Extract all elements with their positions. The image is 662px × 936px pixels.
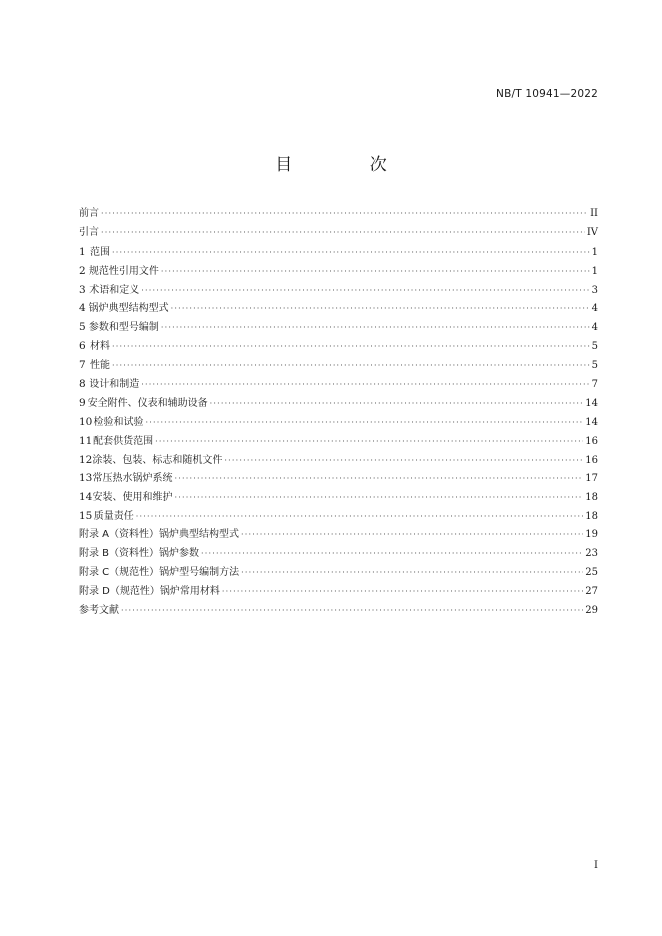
toc-entry-6[interactable] (79, 337, 598, 356)
toc-entry-label: 设计和制造 (89, 379, 140, 391)
toc-entry-label: 安装、使用和维护 (92, 492, 173, 504)
toc-entry-page: 18 (585, 492, 598, 504)
toc-entry-page: 19 (585, 529, 598, 541)
toc-entry-label: 配套供货范围 (93, 435, 154, 447)
toc-leader-dots (141, 282, 589, 301)
toc-entry-page: 1 (591, 265, 598, 277)
toc-entry-label: 术语和定义 (89, 284, 140, 296)
toc-entry-label: 质量责任 (93, 511, 134, 523)
toc-entry-number: 7 (79, 359, 86, 372)
toc-leader-dots (161, 319, 590, 338)
toc-entry-introduction[interactable] (79, 224, 598, 243)
toc-leader-dots (112, 357, 590, 376)
toc-entry-annex-c[interactable] (79, 564, 598, 583)
toc-entry-label: 常压热水锅炉系统 (92, 473, 173, 485)
toc-entry-number: 附录 C（规范性） (79, 566, 160, 578)
toc-entry-number: 9 (79, 396, 86, 409)
toc-entry-page: 27 (585, 585, 598, 597)
toc-entry-4[interactable] (79, 299, 598, 318)
table-of-contents (79, 205, 598, 621)
toc-entry-number: 10 (79, 415, 93, 428)
toc-entry-page: 5 (591, 341, 598, 353)
toc-entry-page: 16 (585, 435, 598, 447)
toc-entry-page: 3 (591, 284, 598, 296)
toc-entry-label: 参考文献 (79, 604, 119, 616)
toc-entry-page: 7 (591, 379, 598, 391)
toc-entry-page: 25 (585, 566, 598, 578)
toc-entry-label: 参数和型号编制 (88, 322, 159, 334)
toc-entry-5[interactable] (79, 318, 598, 337)
toc-entry-label: 锅炉典型结构型式 (159, 529, 240, 541)
toc-entry-page: 29 (585, 604, 598, 616)
toc-entry-8[interactable] (79, 375, 598, 394)
toc-entry-page: 23 (585, 548, 598, 560)
toc-entry-12[interactable] (79, 451, 598, 470)
toc-entry-11[interactable] (79, 432, 598, 451)
toc-entry-number: 8 (79, 378, 86, 391)
toc-entry-7[interactable] (79, 356, 598, 375)
toc-entry-page: 5 (591, 360, 598, 372)
toc-entry-label: 范围 (89, 246, 110, 258)
toc-leader-dots (210, 395, 584, 414)
toc-entry-number: 附录 A（资料性） (79, 529, 160, 541)
toc-entry-1[interactable] (79, 243, 598, 262)
toc-leader-dots (101, 205, 588, 224)
toc-entry-annex-a[interactable] (79, 526, 598, 545)
toc-entry-page: 14 (585, 397, 598, 409)
toc-entry-foreword[interactable] (79, 205, 598, 224)
toc-entry-page: 17 (585, 473, 598, 485)
toc-entry-page: 14 (585, 416, 598, 428)
toc-entry-label: 锅炉参数 (159, 548, 200, 560)
toc-entry-label: 规范性引用文件 (88, 265, 159, 277)
toc-leader-dots (161, 263, 590, 282)
toc-entry-number: 附录 B（资料性） (79, 548, 160, 560)
toc-leader-dots (121, 602, 583, 621)
toc-entry-2[interactable] (79, 262, 598, 281)
toc-leader-dots (101, 224, 585, 243)
toc-entry-label: 性能 (89, 360, 110, 372)
toc-entry-page: IV (586, 226, 598, 238)
toc-entry-number: 4 (79, 302, 86, 315)
toc-entry-number: 14 (79, 491, 93, 504)
toc-entry-13[interactable] (79, 469, 598, 488)
toc-entry-14[interactable] (79, 488, 598, 507)
toc-entry-number: 附录 D（规范性） (79, 585, 160, 597)
toc-entry-number: 15 (79, 510, 93, 523)
toc-entry-number: 6 (79, 340, 86, 353)
toc-entry-bibliography[interactable] (79, 602, 598, 621)
toc-entry-label: 前言 (79, 208, 99, 219)
toc-leader-dots (241, 564, 583, 583)
toc-entry-page: 18 (585, 511, 598, 523)
toc-title: 目 次 (275, 155, 423, 175)
toc-leader-dots (171, 300, 590, 319)
toc-entry-15[interactable] (79, 507, 598, 526)
toc-leader-dots (155, 433, 583, 452)
page-number: I (594, 860, 598, 871)
toc-entry-page: II (590, 208, 598, 219)
toc-entry-page: 16 (585, 454, 598, 466)
toc-entry-number: 13 (79, 472, 93, 485)
toc-entry-3[interactable] (79, 281, 598, 300)
toc-entry-label: 安全附件、仪表和辅助设备 (87, 397, 208, 409)
toc-entry-number: 11 (79, 434, 93, 447)
toc-entry-number: 12 (79, 453, 93, 466)
toc-leader-dots (175, 470, 584, 489)
toc-entry-label: 锅炉型号编制方法 (159, 566, 240, 578)
toc-entry-number: 2 (79, 264, 86, 277)
toc-leader-dots (201, 545, 583, 564)
toc-leader-dots (222, 583, 583, 602)
toc-entry-label: 检验和试验 (93, 416, 144, 428)
toc-entry-label: 材料 (89, 341, 110, 353)
toc-leader-dots (145, 414, 583, 433)
toc-entry-label: 锅炉典型结构型式 (88, 303, 169, 315)
toc-entry-9[interactable] (79, 394, 598, 413)
toc-entry-page: 4 (591, 303, 598, 315)
toc-entry-number: 1 (79, 245, 86, 258)
toc-leader-dots (241, 526, 583, 545)
toc-entry-10[interactable] (79, 413, 598, 432)
toc-leader-dots (224, 452, 583, 471)
toc-entry-label: 涂装、包装、标志和随机文件 (92, 454, 223, 466)
standard-number: NB/T 10941—2022 (496, 88, 598, 100)
toc-entry-page: 1 (591, 246, 598, 258)
toc-entry-page: 4 (591, 322, 598, 334)
toc-entry-number: 3 (79, 283, 86, 296)
toc-leader-dots (112, 244, 590, 263)
toc-leader-dots (141, 376, 589, 395)
toc-leader-dots (112, 338, 590, 357)
toc-entry-annex-d[interactable] (79, 583, 598, 602)
toc-entry-number: 5 (79, 321, 86, 334)
toc-leader-dots (136, 508, 583, 527)
toc-entry-label: 引言 (79, 226, 99, 238)
toc-entry-annex-b[interactable] (79, 545, 598, 564)
toc-entry-label: 锅炉常用材料 (159, 585, 220, 597)
toc-leader-dots (175, 489, 584, 508)
